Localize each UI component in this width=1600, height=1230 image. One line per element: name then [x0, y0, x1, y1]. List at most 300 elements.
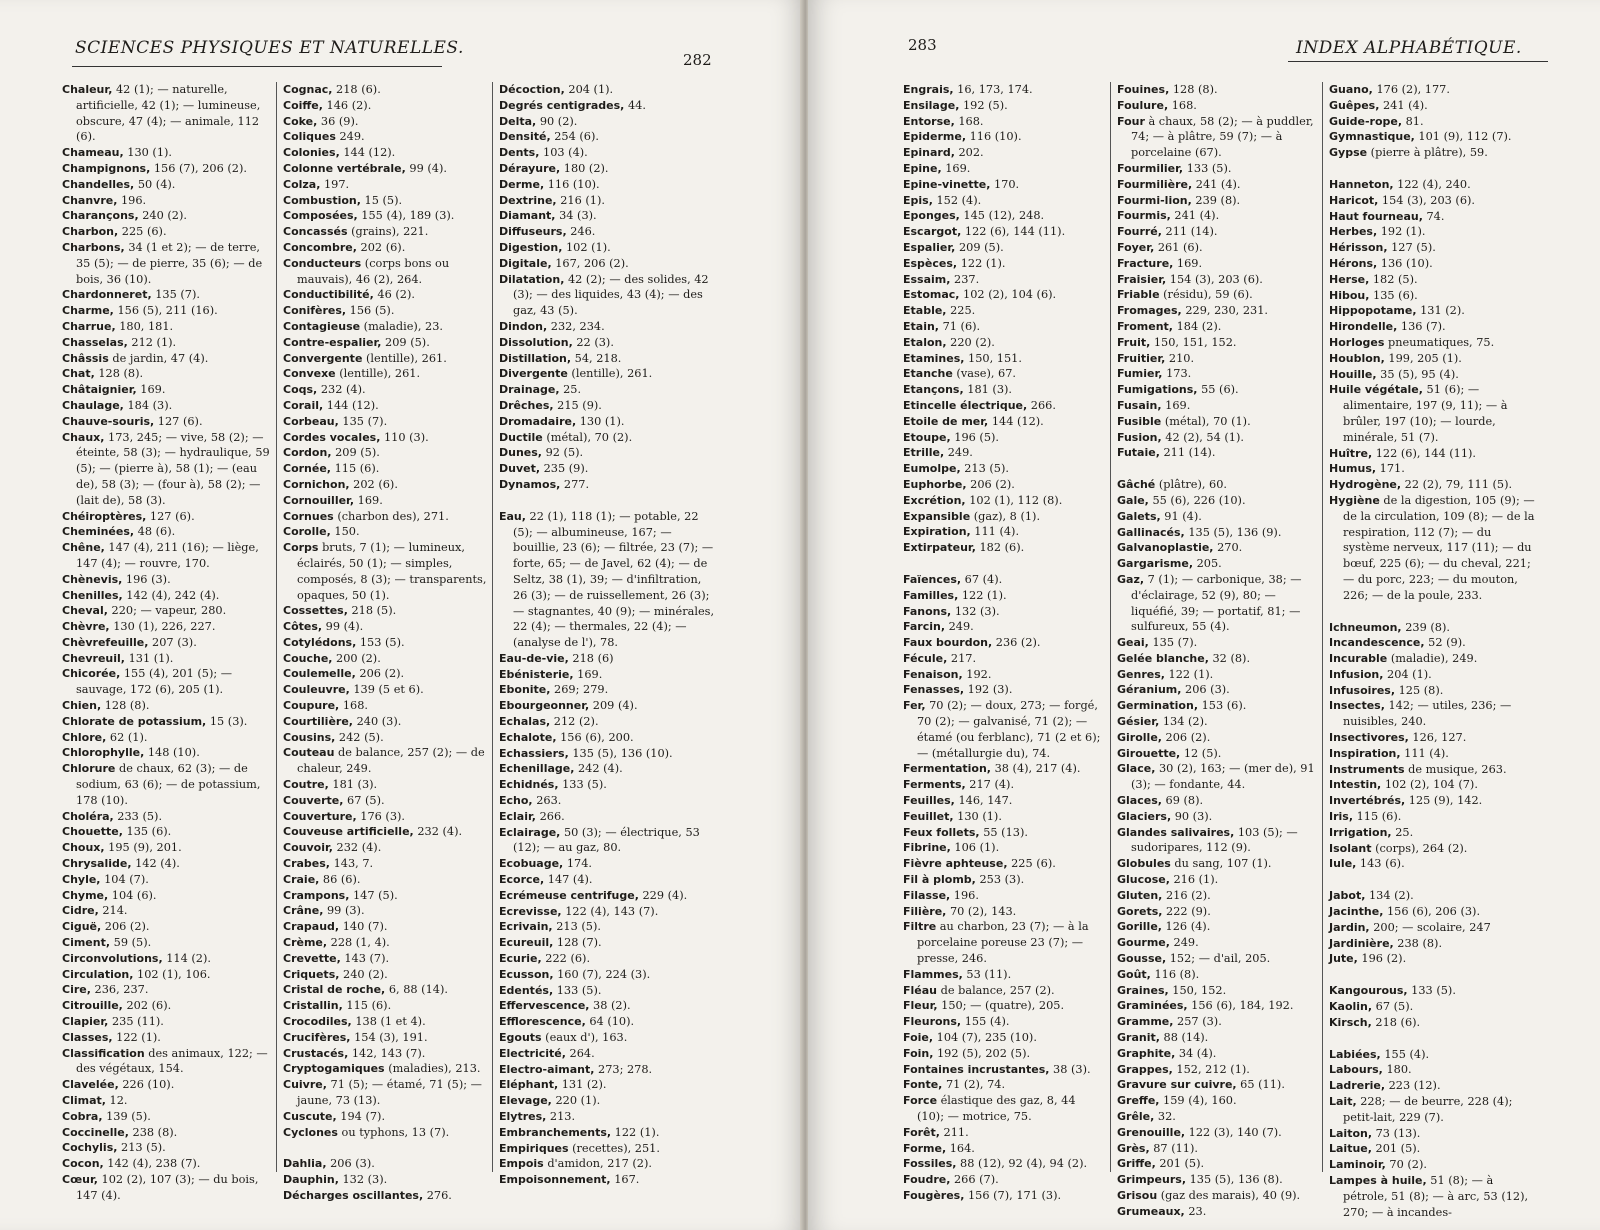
index-entry — [1329, 1015, 1539, 1031]
index-headword: Ciguë, — [62, 920, 102, 934]
index-entry — [1329, 351, 1539, 367]
index-entry — [62, 1093, 276, 1109]
index-entry — [1117, 1046, 1321, 1062]
index-references: (lentille), 261. — [567, 367, 653, 381]
index-references: 99 (4). — [322, 620, 364, 634]
index-entry — [62, 935, 276, 951]
index-headword: Glandes salivaires, — [1117, 825, 1235, 839]
index-references: 223 (12). — [1385, 1079, 1441, 1093]
index-headword: Courtilière, — [283, 714, 353, 728]
index-references: 167, 206 (2). — [551, 256, 629, 270]
index-entry — [1117, 1030, 1321, 1046]
index-entry — [283, 967, 497, 983]
index-entry — [1117, 114, 1321, 161]
index-entry — [903, 335, 1103, 351]
index-references: 125 (9), 142. — [1405, 794, 1483, 808]
index-entry — [1329, 730, 1539, 746]
index-headword: Espalier, — [903, 240, 956, 254]
index-entry — [283, 493, 497, 509]
index-entry — [499, 208, 717, 224]
index-headword: Ebourgeonner, — [499, 699, 590, 713]
index-entry — [1117, 493, 1321, 509]
index-entry — [62, 730, 276, 746]
index-entry — [1117, 1125, 1321, 1141]
index-references: 196 (2). — [1357, 952, 1407, 966]
index-entry — [283, 1156, 497, 1172]
index-headword: Dindon, — [499, 319, 548, 333]
index-references: 116 (10). — [966, 130, 1022, 144]
index-headword: Coccinelle, — [62, 1125, 129, 1139]
index-entry — [903, 1046, 1103, 1062]
index-headword: Etoile de mer, — [903, 414, 989, 428]
index-references: 202 (6). — [122, 999, 172, 1013]
index-headword: Fer, — [903, 699, 926, 713]
index-references: 110 (3). — [380, 430, 429, 444]
index-column — [903, 82, 1103, 1202]
index-headword: Fil à plomb, — [903, 873, 976, 887]
index-headword: Choux, — [62, 841, 105, 855]
index-entry — [1117, 1141, 1321, 1157]
index-entry — [283, 540, 497, 603]
index-references: 133 (5). — [1183, 161, 1232, 175]
index-entry — [903, 651, 1103, 667]
index-entry — [1117, 193, 1321, 209]
index-headword: Jute, — [1329, 952, 1358, 966]
index-entry — [283, 603, 497, 619]
index-entry — [1117, 1062, 1321, 1078]
index-headword: Cordon, — [283, 446, 332, 460]
index-entry — [499, 667, 717, 683]
index-entry — [499, 951, 717, 967]
index-references: 59 (5). — [110, 936, 152, 950]
index-headword: Essaim, — [903, 272, 951, 286]
index-references: 136 (7). — [1397, 320, 1446, 334]
index-entry — [62, 509, 276, 525]
index-headword: Geai, — [1117, 636, 1149, 650]
index-headword: Haricot, — [1329, 193, 1379, 207]
index-entry — [903, 872, 1103, 888]
index-entry — [1329, 177, 1539, 193]
index-references: 218 (5). — [347, 604, 397, 618]
index-references: 16, 173, 174. — [953, 83, 1033, 96]
index-entry — [903, 240, 1103, 256]
index-references: 147 (4), 211 (16); — liège, 147 (4); — rouvre, 170. — [76, 541, 259, 570]
index-entry — [283, 793, 497, 809]
index-references: 50 (3); — électrique, 53 (12); — au gaz, 80. — [513, 825, 700, 855]
index-headword: Cotylédons, — [283, 635, 357, 649]
index-headword: Crapaud, — [283, 920, 340, 934]
index-references: 169. — [1173, 256, 1203, 270]
index-headword: Herse, — [1329, 272, 1370, 286]
index-headword: Hérisson, — [1329, 241, 1388, 255]
index-references: 65 (11). — [1236, 1078, 1285, 1092]
index-entry — [1117, 256, 1321, 272]
index-entry — [1329, 193, 1539, 209]
index-references: 67 (4). — [961, 572, 1003, 586]
index-headword: Entorse, — [903, 114, 955, 128]
index-entry — [62, 1030, 276, 1046]
index-references: 171. — [1376, 462, 1405, 476]
index-headword: Dynamos, — [499, 477, 561, 491]
index-entry — [903, 1030, 1103, 1046]
index-references: 249. — [944, 446, 973, 460]
index-references: 201 (5). — [1155, 1157, 1205, 1171]
index-references: 192 (3). — [964, 683, 1013, 697]
index-entry — [1329, 683, 1539, 699]
index-entry — [903, 493, 1103, 509]
index-entry — [62, 714, 276, 730]
index-references: 176 (2), 177. — [1372, 83, 1450, 96]
index-references: 205. — [1193, 557, 1222, 571]
index-references: de la digestion, 105 (9); — de la circulation, 109 (8); — de la respiration, 112 (7); — du système nerveux, 117 (11); — du bœuf, 225 (6); — du cheval, 221; — du porc, 223; — du mouton, 226; — de la poule, 233. — [1343, 493, 1535, 602]
index-entry — [499, 1156, 717, 1172]
index-entry — [283, 366, 497, 382]
index-entry — [283, 888, 497, 904]
index-entry — [903, 793, 1103, 809]
index-entry — [1329, 620, 1539, 636]
index-headword: Chlorate de potassium, — [62, 714, 207, 728]
index-headword: Corbeau, — [283, 414, 339, 428]
index-references: 216 (2). — [1162, 888, 1211, 902]
index-entry — [1329, 904, 1539, 920]
index-references: 86 (6). — [319, 872, 361, 886]
index-headword: Instruments — [1329, 762, 1405, 776]
index-entry — [283, 856, 497, 872]
index-headword: Clapier, — [62, 1015, 109, 1029]
index-references: 206 (2). — [101, 920, 150, 934]
index-entry — [499, 872, 717, 888]
index-entry — [1329, 841, 1539, 857]
index-entry — [1329, 856, 1539, 872]
index-headword: Couverte, — [283, 793, 344, 807]
index-entry — [903, 145, 1103, 161]
index-entry — [499, 461, 717, 477]
index-headword: Eumolpe, — [903, 462, 961, 476]
index-entry — [62, 161, 276, 177]
index-entry — [62, 1140, 276, 1156]
index-references: 131 (1). — [124, 651, 174, 665]
index-headword: Cryptogamiques — [283, 1062, 385, 1076]
index-references: 130 (1). — [123, 146, 173, 160]
index-headword: Force — [903, 1094, 938, 1108]
index-headword: Dromadaire, — [499, 414, 577, 428]
index-entry — [903, 351, 1103, 367]
index-headword: Contre-espalier, — [283, 335, 382, 349]
index-entry — [1117, 919, 1321, 935]
index-headword: Eclair, — [499, 809, 536, 823]
index-headword: Cornues — [283, 509, 334, 523]
index-entry — [1117, 983, 1321, 999]
index-entry — [1329, 920, 1539, 936]
index-references: pneumatiques, 75. — [1384, 335, 1495, 349]
index-references: 220 (2). — [946, 335, 995, 349]
index-entry — [283, 1077, 497, 1109]
index-references: 67 (5). — [1372, 1000, 1414, 1014]
index-headword: Fenaison, — [903, 667, 963, 681]
index-headword: Fouines, — [1117, 83, 1170, 96]
index-headword: Chlorure — [62, 762, 116, 776]
index-entry — [1117, 998, 1321, 1014]
index-entry — [499, 398, 717, 414]
index-headword: Filtre — [903, 920, 937, 934]
index-headword: Etançons, — [903, 383, 964, 397]
index-headword: Gorille, — [1117, 920, 1162, 934]
index-entry — [283, 935, 497, 951]
index-entry — [62, 430, 276, 509]
index-references: 217. — [947, 651, 977, 665]
index-headword: Jabot, — [1329, 889, 1366, 903]
index-entry — [62, 208, 276, 224]
index-headword: Etoupe, — [903, 430, 951, 444]
index-entry — [1329, 1047, 1539, 1063]
index-headword: Feuillet, — [903, 809, 954, 823]
index-references: 200 (2). — [332, 651, 381, 665]
index-references: 99 (4). — [405, 161, 447, 175]
index-entry — [499, 983, 717, 999]
index-headword: Dahlia, — [283, 1157, 327, 1171]
index-entry — [903, 509, 1103, 525]
index-headword: Colonne vertébrale, — [283, 161, 406, 175]
index-headword: Ecorce, — [499, 873, 545, 887]
index-headword: Gelée blanche, — [1117, 651, 1209, 665]
index-entry — [1117, 540, 1321, 556]
index-entry — [1117, 1204, 1321, 1220]
index-entry — [1329, 493, 1539, 604]
index-references: 150, 151. — [964, 351, 1022, 365]
index-headword: Fibrine, — [903, 841, 951, 855]
index-entry — [1117, 98, 1321, 114]
index-entry — [62, 1172, 276, 1204]
index-headword: Cuivre, — [283, 1078, 327, 1092]
index-references: 156 (5). — [346, 304, 395, 318]
index-references: 194 (7). — [336, 1109, 386, 1123]
index-entry — [283, 635, 497, 651]
index-headword: Crustacés, — [283, 1046, 349, 1060]
index-headword: Forêt, — [903, 1125, 940, 1139]
index-references: de musique, 263. — [1404, 762, 1507, 776]
index-headword: Châssis — [62, 351, 109, 365]
index-references: 134 (2). — [1365, 889, 1414, 903]
index-headword: Criquets, — [283, 967, 340, 981]
index-entry — [62, 1014, 276, 1030]
index-references: 133 (5). — [558, 778, 607, 792]
index-references: 257 (3). — [1173, 1015, 1222, 1029]
index-entry — [499, 430, 717, 446]
index-entry — [1329, 303, 1539, 319]
index-headword: Houille, — [1329, 367, 1377, 381]
index-headword: Grêle, — [1117, 1110, 1155, 1123]
index-headword: Faïences, — [903, 572, 962, 586]
index-headword: Cobra, — [62, 1109, 103, 1123]
index-references: 155 (4), 201 (5); — sauvage, 172 (6), 205 (1). — [76, 667, 233, 697]
index-references: 135 (5), 136 (8). — [1186, 1173, 1283, 1187]
index-entry — [499, 809, 717, 825]
index-references: 169. — [136, 383, 166, 397]
index-entry — [283, 1172, 497, 1188]
index-headword: Chauve-souris, — [62, 414, 155, 428]
index-headword: Ebénisterie, — [499, 667, 574, 681]
index-headword: Diamant, — [499, 209, 556, 223]
right-page-number: 283 — [908, 36, 937, 54]
index-references: 127 (5). — [1387, 241, 1436, 255]
index-headword: Etalon, — [903, 335, 947, 349]
index-references: 229 (4). — [638, 888, 688, 902]
index-entry — [1117, 335, 1321, 351]
index-headword: Infusoires, — [1329, 683, 1396, 697]
index-headword: Couteau — [283, 746, 335, 760]
index-headword: Ensilage, — [903, 98, 960, 112]
index-references: 156 (5), 211 (16). — [113, 304, 218, 318]
index-entry — [1117, 303, 1321, 319]
index-entry — [903, 1014, 1103, 1030]
index-headword: Intestin, — [1329, 778, 1382, 792]
index-headword: Fourmis, — [1117, 209, 1171, 223]
index-references: 225. — [946, 304, 976, 318]
index-references: 122 (6), 144 (11). — [1372, 446, 1477, 460]
index-entry — [499, 129, 717, 145]
index-headword: Ecrémeuse centrifuge, — [499, 888, 639, 902]
index-entry — [1117, 730, 1321, 746]
index-entry — [1117, 556, 1321, 572]
index-entry — [499, 335, 717, 351]
index-references: 156 (7), 206 (2). — [150, 161, 247, 175]
index-entry — [1329, 209, 1539, 225]
index-entry — [1117, 651, 1321, 667]
index-headword: Fontaines incrustantes, — [903, 1062, 1050, 1076]
index-headword: Echo, — [499, 794, 533, 808]
index-references: 214. — [98, 904, 128, 918]
index-headword: Inspiration, — [1329, 746, 1401, 760]
index-entry — [62, 82, 276, 145]
index-references: 144 (12). — [323, 398, 379, 412]
index-entry — [903, 998, 1103, 1014]
index-entry — [903, 698, 1103, 761]
index-references: 167. — [610, 1173, 640, 1187]
index-entry — [903, 161, 1103, 177]
right-page — [808, 0, 1600, 1230]
index-references: 135 (6). — [1369, 288, 1418, 302]
index-entry — [903, 856, 1103, 872]
index-headword: Ecrivain, — [499, 920, 553, 934]
index-headword: Dissolution, — [499, 335, 573, 349]
index-entry — [1117, 319, 1321, 335]
index-entry — [499, 856, 717, 872]
index-headword: Crucifères, — [283, 1030, 351, 1044]
index-headword: Laiton, — [1329, 1126, 1373, 1140]
index-headword: Chanvre, — [62, 193, 118, 207]
index-entry — [283, 714, 497, 730]
index-entry — [903, 1172, 1103, 1188]
index-entry — [62, 240, 276, 287]
index-headword: Chien, — [62, 699, 102, 713]
index-entry — [499, 445, 717, 461]
index-headword: Kaolin, — [1329, 1000, 1373, 1014]
index-entry — [62, 303, 276, 319]
index-headword: Cordes vocales, — [283, 430, 381, 444]
index-entry — [1329, 793, 1539, 809]
index-column — [492, 82, 717, 1187]
index-entry — [62, 414, 276, 430]
index-headword: Fourré, — [1117, 225, 1162, 239]
index-entry — [1329, 809, 1539, 825]
index-entry — [499, 98, 717, 114]
index-references: (charbon des), 271. — [333, 509, 449, 523]
index-entry — [903, 287, 1103, 303]
index-entry — [62, 856, 276, 872]
index-references: 202 (6). — [356, 240, 406, 254]
index-entry — [1117, 177, 1321, 193]
index-entry — [1329, 240, 1539, 256]
index-references: 207 (3). — [148, 635, 197, 649]
index-references: 36 (9). — [317, 114, 359, 128]
index-headword: Insectes, — [1329, 699, 1385, 713]
index-headword: Degrés centigrades, — [499, 98, 625, 112]
index-headword: Kangourous, — [1329, 984, 1408, 998]
index-references: (plâtre), 60. — [1155, 478, 1228, 492]
index-headword: Divergente — [499, 367, 568, 381]
index-entry — [283, 509, 497, 525]
index-references: 150; — (quatre), 205. — [937, 999, 1065, 1013]
index-entry — [283, 319, 497, 335]
index-headword: Fromages, — [1117, 304, 1182, 318]
index-headword: Insectivores, — [1329, 731, 1409, 745]
index-headword: Gaz, — [1117, 572, 1145, 586]
index-headword: Fraisier, — [1117, 272, 1167, 286]
index-entry — [1329, 224, 1539, 240]
index-entry — [1117, 1077, 1321, 1093]
index-references: 102 (2), 107 (3); — du bois, 147 (4). — [76, 1172, 259, 1202]
index-references: 140 (7). — [339, 920, 388, 934]
index-references: 169. — [941, 161, 971, 175]
index-entry — [283, 872, 497, 888]
index-references: 220; — vapeur, 280. — [107, 604, 227, 618]
index-entry — [903, 1156, 1103, 1172]
index-entry — [62, 809, 276, 825]
index-headword: Houblon, — [1329, 351, 1385, 365]
index-references: 232 (4). — [413, 825, 463, 839]
index-headword: Lait, — [1329, 1095, 1357, 1109]
index-entry — [1117, 888, 1321, 904]
index-references: 216 (1). — [1169, 873, 1219, 887]
index-headword: Champignons, — [62, 161, 151, 175]
index-entry — [1329, 288, 1539, 304]
index-entry — [62, 619, 276, 635]
index-references: 155 (4). — [1380, 1047, 1430, 1061]
index-entry — [1117, 445, 1321, 461]
index-entry — [1329, 651, 1539, 667]
index-entry — [903, 477, 1103, 493]
index-references: 92 (5). — [541, 446, 584, 460]
index-references: (résidu), 59 (6). — [1159, 288, 1253, 302]
index-headword: Embranchements, — [499, 1125, 612, 1139]
index-references: 142 (4), 238 (7). — [103, 1157, 201, 1171]
index-headword: Chouette, — [62, 825, 123, 839]
index-references: 127 (6). — [154, 414, 203, 428]
index-entry — [499, 746, 717, 762]
index-entry — [62, 1046, 276, 1078]
index-references: 122 (1). — [958, 588, 1007, 602]
index-headword: Ecobuage, — [499, 857, 564, 871]
index-references: 173, 245; — vive, 58 (2); — éteinte, 58 (3); — hydraulique, 59 (5); — (pierre à), 58 (1); — (eau de), 58 (3); — (four à), 58 (2); — (lait de), 58 (3). — [76, 430, 270, 507]
index-entry — [62, 666, 276, 698]
index-entry — [903, 919, 1103, 966]
index-headword: Classes, — [62, 1030, 113, 1044]
index-entry — [283, 1109, 497, 1125]
index-headword: Fruit, — [1117, 335, 1151, 349]
index-entry — [283, 698, 497, 714]
index-references: 87 (11). — [1149, 1141, 1198, 1155]
index-entry — [1117, 82, 1321, 98]
